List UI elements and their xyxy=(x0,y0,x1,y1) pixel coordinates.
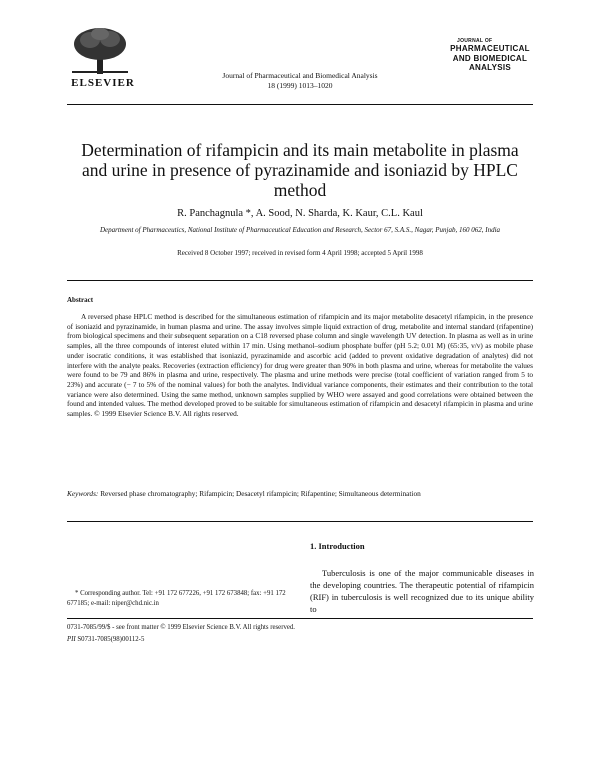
abstract-text: A reversed phase HPLC method is described for the simultaneous estimation of rifampicin and its major metabolite desacetyl rifampicin, in the presence of isoniazid and pyrazinamide, in human plasma and urine. The assay involves simple liquid extraction of drug, metabolite and internal standard (rifapentine) from biological specimens and their subsequent separation on a C18 reversed phase column and single wavelength UV detection. In plasma as well as in urine samples, all the three compounds of interest eluted within 17 min. Using methanol–sodium phosphate buffer (pH 5.2; 0.01 M) (65:35, v/v) as mobile phase under isocratic conditions, it was established that isoniazid, pyrazinamide and ascorbic acid (added to prevent oxidative degradation of analytes) did not interfere with the analyte peaks. Recoveries (extraction efficiency) for drug were greater than 90% in both plasma and urine, whereas for metabolite the values were found to be 79 and 86% in plasma and urine, respectively. The plasma and urine methods were precise (total coefficient of variation ranged from 5 to 23%) and accurate (− 7 to 5% of the nominal values) for both the analytes. Individual variance components, their estimates and their contribution to the total variance were also determined. Using the same method, unknown samples supplied by WHO were assayed and good correlations were obtained between the found and intended values. The method developed proved to be suitable for simultaneous estimation of rifampicin and desacetyl rifampicin in plasma and urine samples. © 1999 Elsevier Science B.V. All rights reserved. xyxy=(67,312,533,419)
pii-label: PII xyxy=(67,636,76,643)
footer-rule xyxy=(67,618,533,619)
header-rule xyxy=(67,104,533,105)
keywords-list: Reversed phase chromatography; Rifampicin; Desacetyl rifampicin; Rifapentine; Simultaneous determination xyxy=(100,489,421,498)
abstract-heading: Abstract xyxy=(67,296,94,304)
intro-heading: 1. Introduction xyxy=(310,541,365,551)
publisher-name: ELSEVIER xyxy=(71,77,135,89)
keywords xyxy=(67,489,533,499)
footer-pii xyxy=(67,636,144,643)
journal-brand-title xyxy=(430,44,550,73)
journal-name: Journal of Pharmaceutical and Biomedical Analysis xyxy=(222,71,378,80)
keywords-label: Keywords: xyxy=(67,489,99,498)
pii-value: S0731-7085(98)00112-5 xyxy=(77,636,145,643)
article-affiliation: Department of Pharmaceutics, National Institute of Pharmaceutical Education and Research, Sector 67, S.A.S., Nagar, Punjab, 160 062, India xyxy=(99,226,501,234)
corresponding-author-note: * Corresponding author. Tel: +91 172 677226, +91 172 673848; fax: +91 172 677185; e-mail: niper@chd.nic.in xyxy=(67,590,286,607)
article-title: Determination of rifampicin and its main metabolite in plasma and urine in presence of pyrazinamide and isoniazid by HPLC method xyxy=(81,140,519,200)
intro-text: Tuberculosis is one of the major communicable diseases in the developing countries. The therapeutic potential of rifampicin (RIF) in tuberculosis is well recognized due to its unique ability to xyxy=(310,568,534,614)
journal-brand-line: ANALYSIS xyxy=(468,63,512,72)
journal-brand-line: AND BIOMEDICAL xyxy=(452,53,528,63)
article-authors: R. Panchagnula *, A. Sood, N. Sharda, K. Kaur, C.L. Kaul xyxy=(177,208,423,219)
journal-issue: 18 (1999) 1013–1020 xyxy=(267,81,333,90)
article-dates: Received 8 October 1997; received in revised form 4 April 1998; accepted 5 April 1998 xyxy=(177,249,423,257)
journal-citation xyxy=(150,71,450,91)
journal-brand-line: PHARMACEUTICAL xyxy=(450,44,530,53)
journal-brand-top: JOURNAL OF xyxy=(457,38,493,44)
abstract-top-rule xyxy=(67,280,533,281)
abstract-bottom-rule xyxy=(67,521,533,522)
footer-copyright: 0731-7085/99/$ - see front matter © 1999 Elsevier Science B.V. All rights reserved. xyxy=(67,624,295,631)
journal-brand xyxy=(430,38,550,73)
